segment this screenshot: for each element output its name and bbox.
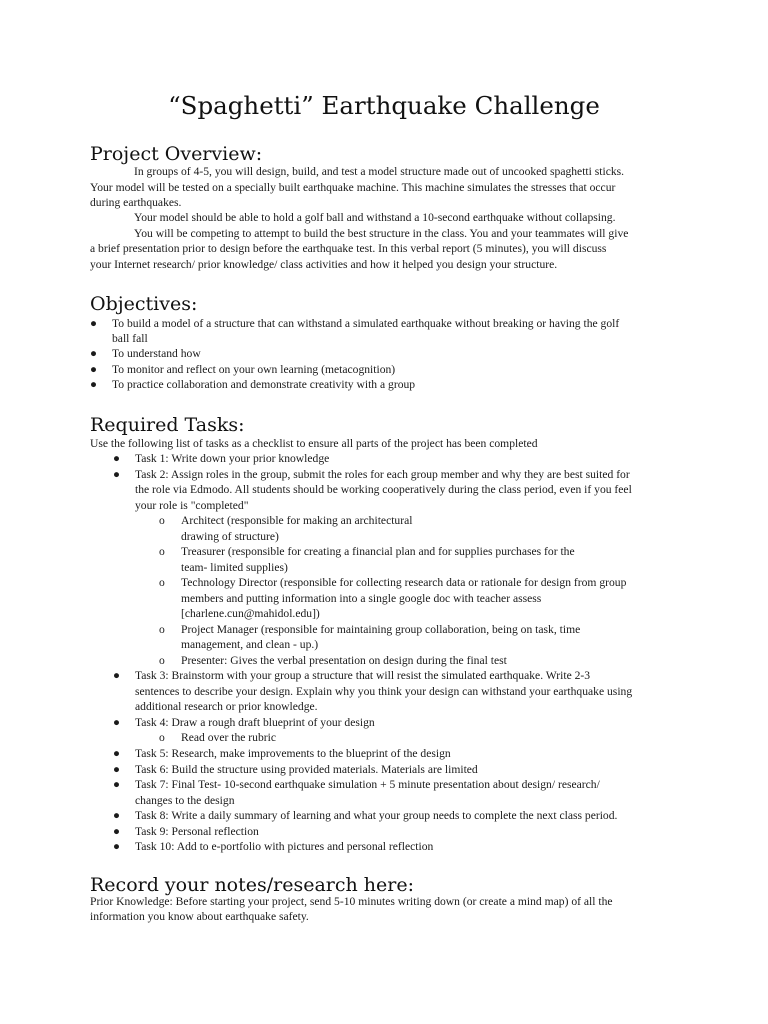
task-item: Task 9: Personal reflection xyxy=(135,825,259,838)
overview-line: In groups of 4-5, you will design, build, and test a model structure made out of uncooked spaghetti sticks. xyxy=(134,165,625,178)
document-title: “Spaghetti” Earthquake Challenge xyxy=(168,91,600,120)
role-item: Architect (responsible for making an architectural xyxy=(181,514,413,527)
notes-line: information you know about earthquake safety. xyxy=(90,910,309,923)
bullet-icon: ● xyxy=(113,840,121,853)
bullet-icon: ● xyxy=(113,716,121,729)
bullet-icon: ● xyxy=(113,778,121,791)
overview-line: You will be competing to attempt to build the best structure in the class. You and your teammates will give xyxy=(134,227,629,240)
notes-line: Prior Knowledge: Before starting your project, send 5-10 minutes writing down (or create a mind map) of all the xyxy=(90,895,613,908)
sub-bullet-icon: o xyxy=(159,731,165,744)
task-item: Task 2: Assign roles in the group, submit the roles for each group member and why they are best suited for xyxy=(135,468,630,481)
objectives-heading: Objectives: xyxy=(90,293,198,315)
task-item: Task 4: Draw a rough draft blueprint of your design xyxy=(135,716,375,729)
sub-bullet-icon: o xyxy=(159,514,165,527)
role-item-cont: team- limited supplies) xyxy=(181,561,288,574)
objective-item: To monitor and reflect on your own learning (metacognition) xyxy=(112,363,396,376)
objective-item: To build a model of a structure that can withstand a simulated earthquake without breaking or having the golf xyxy=(112,317,620,330)
tasks-intro: Use the following list of tasks as a checklist to ensure all parts of the project has been completed xyxy=(90,437,538,450)
tasks-heading: Required Tasks: xyxy=(90,414,245,436)
bullet-icon: ● xyxy=(90,378,98,391)
role-item-cont: members and putting information into a single google doc with teacher assess xyxy=(181,592,542,605)
bullet-icon: ● xyxy=(113,468,121,481)
task-item-cont: sentences to describe your design. Explain why you think your design can withstand your earthquake using xyxy=(135,685,633,698)
task-item: Task 7: Final Test- 10-second earthquake simulation + 5 minute presentation about design/ research/ xyxy=(135,778,600,791)
objective-item: To practice collaboration and demonstrate creativity with a group xyxy=(112,378,416,391)
bullet-icon: ● xyxy=(113,809,121,822)
role-item: Project Manager (responsible for maintaining group collaboration, being on task, time xyxy=(181,623,581,636)
task-item-cont: changes to the design xyxy=(135,794,235,807)
role-item-cont: [charlene.cun@mahidol.edu]) xyxy=(181,607,320,620)
bullet-icon: ● xyxy=(90,363,98,376)
bullet-icon: ● xyxy=(113,825,121,838)
bullet-icon: ● xyxy=(113,763,121,776)
sub-bullet-icon: o xyxy=(159,545,165,558)
role-item: Presenter: Gives the verbal presentation on design during the final test xyxy=(181,654,507,667)
task-item-cont: additional research or prior knowledge. xyxy=(135,700,318,713)
overview-line: a brief presentation prior to design before the earthquake test. In this verbal report (5 minutes), you will discuss xyxy=(90,242,607,255)
role-item-cont: management, and clean - up.) xyxy=(181,638,319,651)
task-item: Task 3: Brainstorm with your group a structure that will resist the simulated earthquake. Write 2-3 xyxy=(135,669,591,682)
task-item: Task 1: Write down your prior knowledge xyxy=(135,452,330,465)
sub-bullet-icon: o xyxy=(159,623,165,636)
task-item: Task 5: Research, make improvements to the blueprint of the design xyxy=(135,747,451,760)
bullet-icon: ● xyxy=(90,347,98,360)
overview-line: during earthquakes. xyxy=(90,196,182,209)
task-item-cont: your role is "completed" xyxy=(135,499,249,512)
task-item: Task 8: Write a daily summary of learning and what your group needs to complete the next class period. xyxy=(135,809,618,822)
task-item: Task 10: Add to e-portfolio with pictures and personal reflection xyxy=(135,840,434,853)
sub-bullet-icon: o xyxy=(159,654,165,667)
objective-item-cont: ball fall xyxy=(112,332,148,345)
bullet-icon: ● xyxy=(113,747,121,760)
overview-line: your Internet research/ prior knowledge/ class activities and how it helped you design your structure. xyxy=(90,258,558,271)
role-item-cont: drawing of structure) xyxy=(181,530,279,543)
notes-heading: Record your notes/research here: xyxy=(90,874,415,896)
overview-line: Your model will be tested on a specially built earthquake machine. This machine simulates the stresses that occur xyxy=(90,181,616,194)
objective-item: To understand how xyxy=(112,347,201,360)
task-item-cont: the role via Edmodo. All students should be working cooperatively during the class period, even if you feel xyxy=(135,483,632,496)
task-item: Task 6: Build the structure using provided materials. Materials are limited xyxy=(135,763,478,776)
role-item: Treasurer (responsible for creating a financial plan and for supplies purchases for the xyxy=(181,545,575,558)
role-item: Technology Director (responsible for collecting research data or rationale for design from group xyxy=(181,576,627,589)
overview-line: Your model should be able to hold a golf ball and withstand a 10-second earthquake without collapsing. xyxy=(134,211,616,224)
overview-heading: Project Overview: xyxy=(90,143,263,165)
sub-bullet-icon: o xyxy=(159,576,165,589)
sub-task-item: Read over the rubric xyxy=(181,731,276,744)
bullet-icon: ● xyxy=(113,452,121,465)
bullet-icon: ● xyxy=(113,669,121,682)
bullet-icon: ● xyxy=(90,317,98,330)
